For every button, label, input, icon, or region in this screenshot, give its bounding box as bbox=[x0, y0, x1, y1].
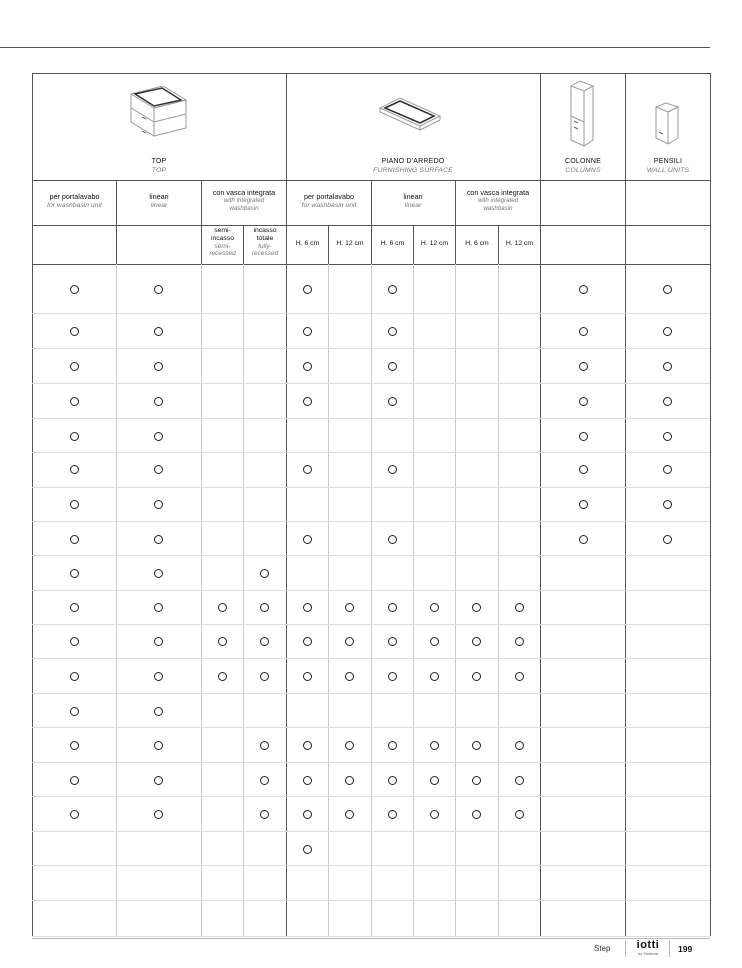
availability-mark bbox=[70, 362, 79, 371]
row-divider bbox=[32, 727, 710, 728]
availability-mark bbox=[70, 432, 79, 441]
subheader-label: lineari bbox=[403, 192, 423, 201]
availability-mark bbox=[70, 603, 79, 612]
subheader-lineari-2 bbox=[371, 192, 455, 210]
availability-mark bbox=[303, 810, 312, 819]
availability-mark bbox=[388, 362, 397, 371]
availability-mark bbox=[303, 327, 312, 336]
subheader-lineari bbox=[117, 192, 201, 210]
subcolumn-header: H. 6 cm bbox=[465, 240, 489, 247]
availability-mark bbox=[303, 672, 312, 681]
table-top-border bbox=[32, 73, 710, 74]
availability-mark bbox=[388, 465, 397, 474]
row-divider bbox=[32, 865, 710, 866]
availability-mark bbox=[218, 603, 227, 612]
group-label: COLONNE bbox=[564, 158, 602, 165]
subcolumn-label: semi- incasso bbox=[210, 227, 235, 242]
row-divider bbox=[32, 521, 710, 522]
subheader-label-en: linear bbox=[150, 202, 168, 209]
subcolumn-header: H. 6 cm bbox=[380, 240, 405, 247]
column-divider bbox=[201, 225, 202, 936]
column-divider bbox=[455, 180, 456, 936]
availability-mark bbox=[303, 362, 312, 371]
availability-mark bbox=[303, 397, 312, 406]
availability-mark bbox=[430, 603, 439, 612]
availability-mark bbox=[472, 741, 481, 750]
availability-mark bbox=[515, 776, 524, 785]
availability-mark bbox=[70, 500, 79, 509]
row-divider bbox=[32, 762, 710, 763]
availability-mark bbox=[154, 569, 163, 578]
availability-mark bbox=[70, 327, 79, 336]
group-label-en: FURNISHING SURFACE bbox=[373, 167, 453, 174]
availability-mark bbox=[579, 285, 588, 294]
furnishing-surface-icon bbox=[378, 96, 442, 132]
availability-mark bbox=[70, 285, 79, 294]
availability-mark bbox=[388, 285, 397, 294]
availability-mark bbox=[303, 285, 312, 294]
availability-mark bbox=[154, 672, 163, 681]
availability-mark bbox=[154, 535, 163, 544]
availability-mark bbox=[260, 776, 269, 785]
group-label-en: COLUMNS bbox=[565, 167, 601, 174]
availability-mark bbox=[663, 362, 672, 371]
availability-mark bbox=[303, 776, 312, 785]
column-divider bbox=[498, 225, 499, 936]
row-divider bbox=[32, 796, 710, 797]
availability-mark bbox=[70, 672, 79, 681]
availability-mark bbox=[70, 535, 79, 544]
subheader-label-en: with integrated washbasin bbox=[223, 197, 265, 212]
availability-mark bbox=[430, 810, 439, 819]
availability-mark bbox=[70, 637, 79, 646]
availability-mark bbox=[472, 810, 481, 819]
availability-mark bbox=[218, 672, 227, 681]
footer-separator-2 bbox=[669, 940, 670, 957]
row-divider bbox=[32, 383, 710, 384]
availability-mark bbox=[388, 397, 397, 406]
subheader-con-vasca-2 bbox=[456, 188, 540, 213]
group-label-en: TOP bbox=[151, 167, 167, 174]
availability-mark bbox=[345, 776, 354, 785]
availability-mark bbox=[154, 637, 163, 646]
column-divider bbox=[328, 225, 329, 936]
availability-mark bbox=[515, 637, 524, 646]
availability-mark bbox=[70, 810, 79, 819]
logo-text: iotti bbox=[636, 939, 660, 951]
availability-mark bbox=[388, 637, 397, 646]
availability-mark bbox=[154, 776, 163, 785]
availability-mark bbox=[663, 285, 672, 294]
group-label: TOP bbox=[151, 158, 167, 165]
group-label: PIANO D'ARREDO bbox=[381, 158, 445, 165]
availability-mark bbox=[70, 776, 79, 785]
column-divider bbox=[116, 180, 117, 936]
group-label-en: WALL UNITS bbox=[646, 167, 690, 174]
availability-mark bbox=[70, 465, 79, 474]
subheader-label: lineari bbox=[149, 192, 169, 201]
subcolumn-header bbox=[202, 227, 243, 257]
availability-mark bbox=[579, 327, 588, 336]
availability-mark bbox=[663, 465, 672, 474]
subcolumn-label-en: fully- recessed bbox=[251, 243, 279, 257]
availability-mark bbox=[388, 810, 397, 819]
availability-mark bbox=[154, 397, 163, 406]
availability-mark bbox=[472, 776, 481, 785]
availability-mark bbox=[515, 741, 524, 750]
availability-mark bbox=[260, 637, 269, 646]
availability-mark bbox=[303, 465, 312, 474]
availability-mark bbox=[430, 637, 439, 646]
subheader-label: con vasca integrata bbox=[212, 188, 276, 197]
row-divider bbox=[32, 452, 710, 453]
availability-mark bbox=[579, 465, 588, 474]
subcolumn-label-en: semi- recessed bbox=[209, 243, 236, 257]
availability-mark bbox=[154, 465, 163, 474]
availability-mark bbox=[303, 741, 312, 750]
washbasin-cabinet-icon bbox=[128, 86, 188, 144]
availability-mark bbox=[663, 397, 672, 406]
row-divider bbox=[32, 936, 710, 937]
availability-mark bbox=[388, 327, 397, 336]
subcolumn-header: H. 12 cm bbox=[420, 240, 449, 247]
wall-unit-icon bbox=[655, 102, 679, 146]
availability-mark bbox=[515, 810, 524, 819]
availability-mark bbox=[388, 603, 397, 612]
row-divider bbox=[32, 348, 710, 349]
row-divider bbox=[32, 658, 710, 659]
subcolumn-label: incasso totale bbox=[253, 227, 277, 242]
subheader-label-en: for washbasin unit bbox=[47, 202, 102, 209]
availability-mark bbox=[260, 810, 269, 819]
availability-mark bbox=[345, 603, 354, 612]
availability-mark bbox=[579, 535, 588, 544]
availability-mark bbox=[218, 637, 227, 646]
row-divider bbox=[32, 900, 710, 901]
column-divider bbox=[413, 225, 414, 936]
availability-mark bbox=[663, 432, 672, 441]
header-rule bbox=[0, 47, 710, 48]
availability-mark bbox=[430, 741, 439, 750]
availability-mark bbox=[579, 500, 588, 509]
availability-mark bbox=[388, 672, 397, 681]
row-divider bbox=[32, 313, 710, 314]
availability-mark bbox=[579, 397, 588, 406]
row-divider bbox=[32, 590, 710, 591]
availability-mark bbox=[303, 845, 312, 854]
group-caption-pensili bbox=[626, 157, 710, 175]
availability-mark bbox=[515, 672, 524, 681]
row-divider bbox=[32, 418, 710, 419]
subheader-label: con vasca integrata bbox=[466, 188, 530, 197]
subheader-label-en: linear bbox=[404, 202, 422, 209]
availability-mark bbox=[663, 535, 672, 544]
availability-mark bbox=[303, 603, 312, 612]
subheader-label: per portalavabo bbox=[304, 192, 354, 201]
availability-mark bbox=[154, 362, 163, 371]
availability-mark bbox=[154, 500, 163, 509]
availability-mark bbox=[70, 707, 79, 716]
subheader-label-en: for washbasin unit bbox=[301, 202, 357, 209]
availability-mark bbox=[579, 362, 588, 371]
availability-mark bbox=[154, 285, 163, 294]
availability-mark bbox=[70, 569, 79, 578]
availability-mark bbox=[303, 637, 312, 646]
footer-separator bbox=[625, 940, 626, 957]
iotti-logo bbox=[633, 940, 663, 956]
footer-brand-label: Step bbox=[594, 944, 611, 953]
subcolumn-header: H. 6 cm bbox=[295, 240, 320, 247]
group-caption-top bbox=[116, 157, 202, 175]
availability-mark bbox=[70, 397, 79, 406]
column-divider bbox=[371, 180, 372, 936]
availability-mark bbox=[388, 741, 397, 750]
group-caption-colonne bbox=[541, 157, 625, 175]
availability-mark bbox=[472, 672, 481, 681]
page-number: 199 bbox=[678, 944, 693, 954]
subcolumn-header: H. 12 cm bbox=[505, 240, 534, 247]
availability-mark bbox=[472, 637, 481, 646]
availability-mark bbox=[260, 569, 269, 578]
row-divider bbox=[32, 487, 710, 488]
subcolumn-header bbox=[244, 227, 286, 257]
availability-mark bbox=[579, 432, 588, 441]
availability-mark bbox=[430, 672, 439, 681]
availability-mark bbox=[260, 741, 269, 750]
column-cabinet-icon bbox=[570, 80, 594, 148]
availability-mark bbox=[430, 776, 439, 785]
availability-mark bbox=[154, 432, 163, 441]
availability-mark bbox=[345, 637, 354, 646]
column-divider bbox=[625, 73, 626, 936]
availability-mark bbox=[303, 535, 312, 544]
subheader-con-vasca bbox=[202, 188, 286, 213]
group-caption-piano bbox=[330, 157, 496, 175]
availability-mark bbox=[154, 327, 163, 336]
availability-mark bbox=[388, 535, 397, 544]
availability-mark bbox=[345, 810, 354, 819]
availability-mark bbox=[388, 776, 397, 785]
row-divider bbox=[32, 624, 710, 625]
availability-mark bbox=[154, 741, 163, 750]
column-divider bbox=[710, 73, 711, 936]
availability-mark bbox=[260, 672, 269, 681]
subheader-label: per portalavabo bbox=[49, 192, 100, 201]
row-divider bbox=[32, 693, 710, 694]
availability-mark bbox=[154, 603, 163, 612]
availability-mark bbox=[154, 810, 163, 819]
availability-mark bbox=[345, 741, 354, 750]
availability-mark bbox=[472, 603, 481, 612]
group-label: PENSILI bbox=[653, 158, 683, 165]
availability-mark bbox=[663, 500, 672, 509]
column-divider bbox=[540, 73, 541, 936]
subheader-per-portalavabo-2 bbox=[287, 192, 371, 210]
availability-mark bbox=[515, 603, 524, 612]
subcolumn-header: H. 12 cm bbox=[336, 240, 364, 247]
availability-mark bbox=[260, 603, 269, 612]
subheader-per-portalavabo bbox=[33, 192, 116, 210]
availability-mark bbox=[345, 672, 354, 681]
footer-rule bbox=[32, 938, 710, 939]
subheader-label-en: with integrated washbasin bbox=[477, 197, 519, 212]
availability-mark bbox=[154, 707, 163, 716]
column-divider bbox=[243, 225, 244, 936]
availability-mark bbox=[663, 327, 672, 336]
row-divider bbox=[32, 831, 710, 832]
row-divider bbox=[32, 555, 710, 556]
availability-mark bbox=[70, 741, 79, 750]
logo-subtext: by Stefania bbox=[637, 951, 658, 956]
